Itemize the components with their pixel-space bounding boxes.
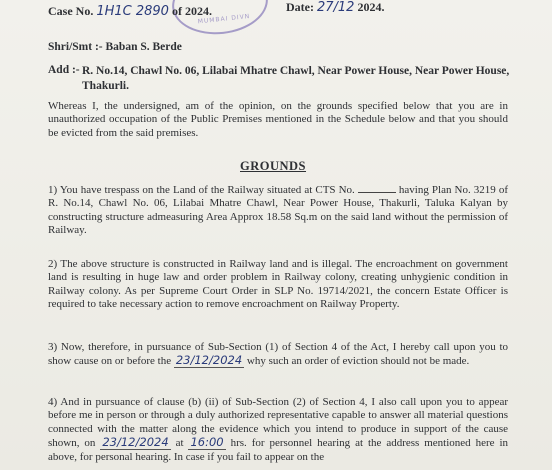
ground-3-paragraph (48, 341, 508, 369)
hearing-time-handwritten: 16:00 (190, 435, 224, 450)
ground-3-text-a: 3) Now, therefore, in pursuance of Sub-Section (1) of Section 4 of the Act, I hereby call upon you to show cause on or before the (48, 341, 508, 368)
stamp-text: MUMBAI DIVN (197, 12, 251, 26)
case-number-handwritten: 1H1C 2890 (96, 4, 169, 19)
ground-1-paragraph (48, 184, 508, 238)
hearing-date-handwritten: 23/12/2024 (102, 435, 169, 450)
ground-4-paragraph (48, 396, 508, 464)
case-number-line (48, 4, 212, 19)
address-text: R. No.14, Chawl No. 06, Lilabai Mhatre Chawl, Near Power House, Near Power House, Thakurli. (82, 65, 510, 92)
date-line (286, 0, 384, 15)
case-label: Case No. (48, 4, 94, 18)
address-label: Add :- (48, 64, 80, 76)
intro-paragraph: Whereas I, the undersigned, am of the opinion, on the grounds specified below that you are in unauthorized occupation of the Public Premises mentioned in the Schedule below and that you should be evicted from the said premises. (48, 100, 508, 139)
ground-4-text-b: hrs. for personnel hearing at the address mentioned here in above, for personal hearing. In case if you fail to appear on the (48, 437, 509, 463)
addressee-name: Shri/Smt :- Baban S. Berde (48, 41, 182, 53)
ground-4-at: at (175, 437, 184, 450)
date-label: Date: (286, 0, 314, 14)
grounds-heading: GROUNDS (240, 159, 307, 173)
ground-2-paragraph: 2) The above structure is constructed in Railway land and is illegal. The encroachment on government land is resulting in huge law and order problem in Railway colony, creating unhygienic condition in Railway colony. As per Supreme Court Order in SLP No. 19714/2021, the concern Estate Officer is required to take necessary action to remove encroachment on Railway Property. (48, 258, 508, 311)
ground-1-text-b: having Plan No. 3219 of R. No.14, Chawl No. 06, Lilabai Mhatre Chawl, Near Power House, Thakurli, Taluka Kalyan by constructing structure admeasuring Area Approx 18.58 Sq.m on the said land without the permission of Railway. (48, 184, 508, 237)
show-cause-date-handwritten: 23/12/2024 (175, 353, 243, 368)
date-year: 2024. (357, 0, 385, 14)
ground-3-text-b: why such an order of eviction should not be made. (246, 355, 470, 368)
case-year: of 2024. (171, 4, 212, 18)
ground-4-text-a: 4) And in pursuance of clause (b) (ii) of Sub-Section (2) of Section 4, I also call upon you to appear before me in person or through a duly authorized representative capable to answer all material questions connected with the matter along the evidence which you intend to produce in support of the cause shown, on (48, 396, 508, 450)
ground-1-text-a: 1) You have trespass on the Land of the Railway situated at CTS No. (48, 184, 355, 196)
date-handwritten: 27/12 (316, 0, 355, 15)
cts-number-blank (358, 192, 396, 193)
